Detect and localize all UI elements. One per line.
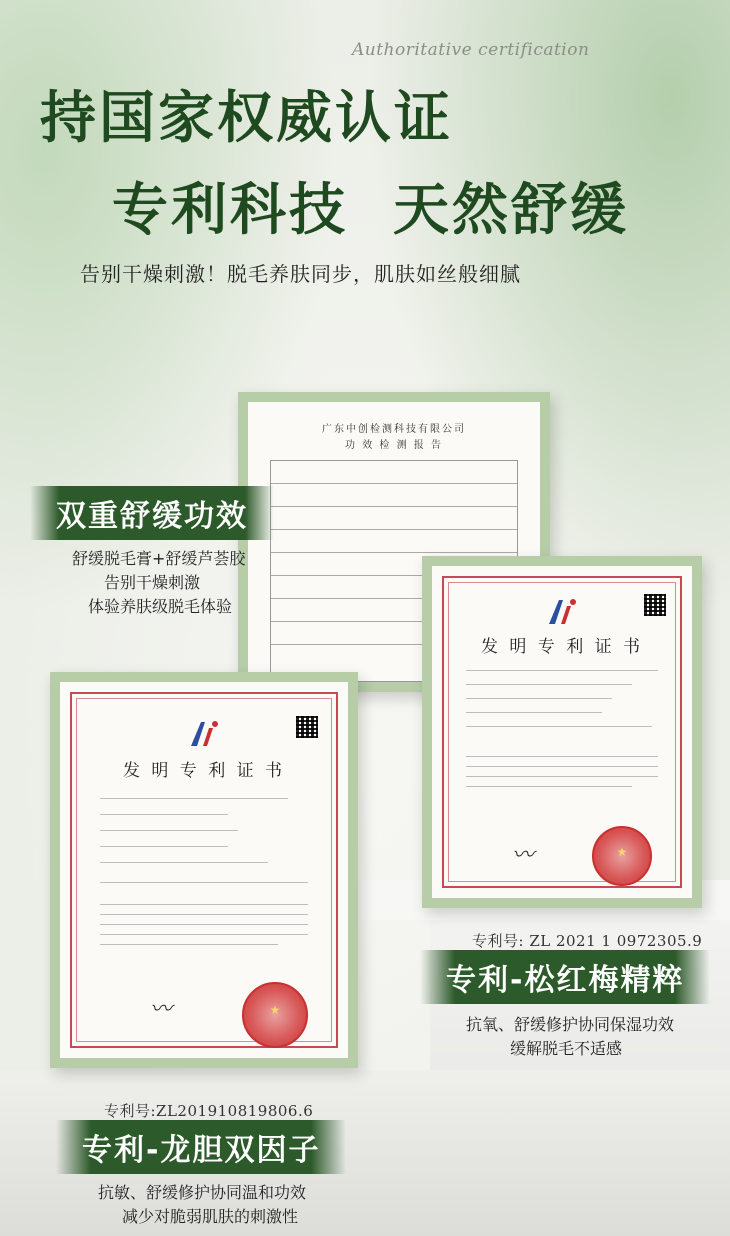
text-line bbox=[466, 684, 632, 685]
text-line bbox=[100, 882, 308, 883]
report-row bbox=[271, 461, 517, 484]
patent-certificate-right bbox=[432, 566, 692, 898]
qr-code-icon bbox=[296, 716, 318, 738]
feature-pine-line-1: 抗氧、舒缓修护协同保湿功效 bbox=[466, 1015, 675, 1034]
patent-number-pine: 专利号: ZL 2021 1 0972305.9 bbox=[472, 932, 703, 950]
text-line bbox=[100, 944, 278, 945]
patent-office-logo-icon bbox=[187, 718, 221, 748]
feature-dual-line-3: 体验养肤级脱毛体验 bbox=[88, 597, 233, 616]
feature-pine-line-2: 缓解脱毛不适感 bbox=[510, 1039, 623, 1058]
page-title: 持国家权威认证 bbox=[40, 85, 453, 151]
feature-badge-dual-soothing: 双重舒缓功效 bbox=[30, 486, 274, 540]
text-line bbox=[100, 934, 308, 935]
patent-certificate-right-frame bbox=[422, 556, 702, 908]
feature-badge-pine-extract: 专利-松红梅精粹 bbox=[420, 950, 710, 1004]
page-subtitle: 告别干燥刺激！脱毛养肤同步，肌肤如丝般细腻 bbox=[80, 262, 521, 286]
text-line bbox=[100, 830, 238, 831]
report-title: 功 效 检 测 报 告 bbox=[345, 440, 443, 451]
official-seal-icon bbox=[242, 982, 308, 1048]
text-line bbox=[100, 798, 288, 799]
signature: 〰︎ bbox=[150, 997, 173, 1022]
certificate-title: 发 明 专 利 证 书 bbox=[480, 637, 644, 657]
text-line bbox=[466, 670, 658, 671]
report-company: 广东中创检测科技有限公司 bbox=[322, 424, 466, 435]
text-line bbox=[466, 776, 658, 777]
text-line bbox=[100, 846, 228, 847]
text-line bbox=[466, 726, 652, 727]
text-line bbox=[100, 904, 308, 905]
official-seal-icon bbox=[592, 826, 652, 886]
qr-code-icon bbox=[644, 594, 666, 616]
feature-gentian-line-2: 减少对脆弱肌肤的刺激性 bbox=[122, 1207, 299, 1226]
patent-number-gentian: 专利号:ZL201910819806.6 bbox=[104, 1102, 314, 1120]
text-line bbox=[466, 712, 602, 713]
text-line bbox=[466, 698, 612, 699]
text-line bbox=[466, 766, 658, 767]
text-line bbox=[100, 862, 268, 863]
page-title-line2: 专利科技 天然舒缓 bbox=[112, 177, 629, 243]
patent-certificate-left bbox=[60, 682, 348, 1058]
certificate-title: 发 明 专 利 证 书 bbox=[122, 761, 286, 781]
patent-office-logo-icon bbox=[545, 596, 579, 626]
patent-certificate-left-frame bbox=[50, 672, 358, 1068]
text-line bbox=[466, 786, 632, 787]
feature-dual-line-1: 舒缓脱毛膏+舒缓芦荟胶 bbox=[72, 549, 246, 568]
feature-dual-line-2: 告别干燥刺激 bbox=[104, 573, 201, 592]
text-line bbox=[466, 756, 658, 757]
text-line bbox=[100, 924, 308, 925]
feature-badge-gentian: 专利-龙胆双因子 bbox=[56, 1120, 346, 1174]
report-row bbox=[271, 507, 517, 530]
text-line bbox=[100, 814, 228, 815]
script-subtitle: Authoritative certification bbox=[352, 40, 590, 60]
feature-gentian-line-1: 抗敏、舒缓修护协同温和功效 bbox=[98, 1183, 307, 1202]
signature: 〰︎ bbox=[512, 843, 535, 868]
report-row bbox=[271, 530, 517, 553]
text-line bbox=[100, 914, 308, 915]
report-row bbox=[271, 484, 517, 507]
